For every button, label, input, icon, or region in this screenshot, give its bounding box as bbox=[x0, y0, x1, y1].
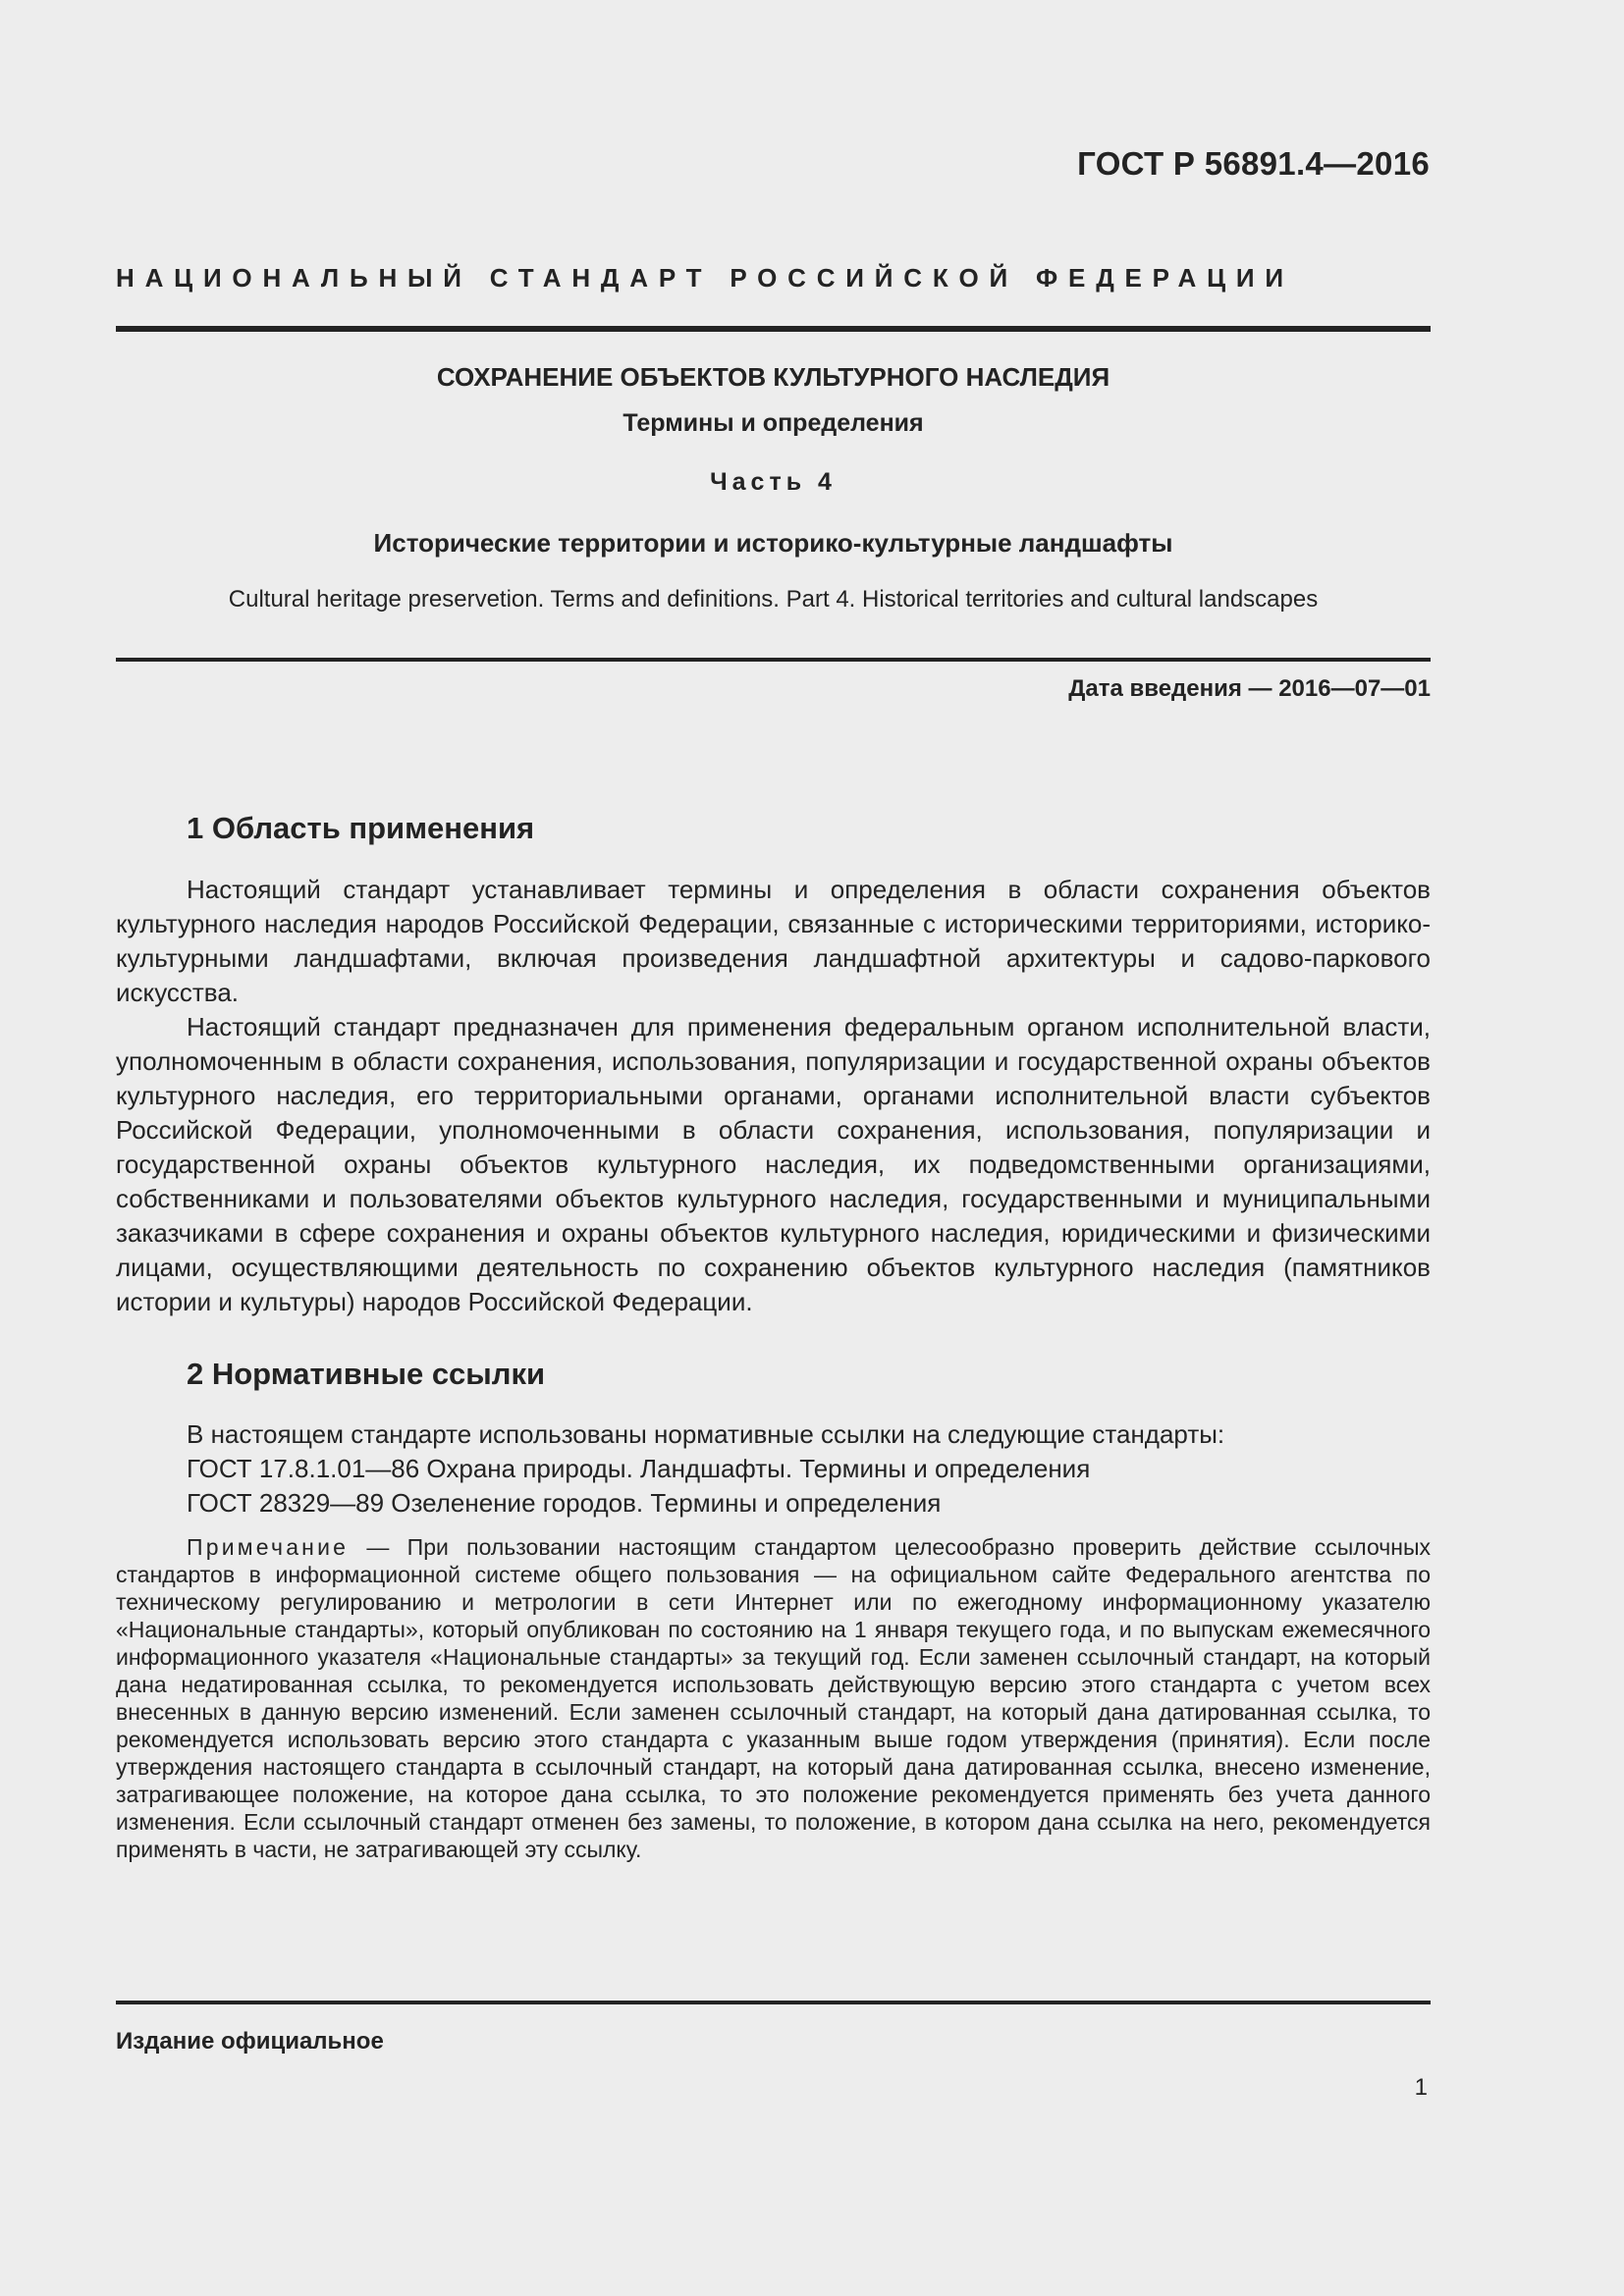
document-subtitle: Термины и определения bbox=[623, 409, 924, 437]
note-paragraph bbox=[116, 1533, 1431, 1863]
section-1-heading: 1 Область применения bbox=[187, 811, 535, 845]
national-standard-heading: НАЦИОНАЛЬНЫЙ СТАНДАРТ РОССИЙСКОЙ ФЕДЕРАЦИИ bbox=[116, 263, 1294, 293]
section-1-paragraph-1: Настоящий стандарт устанавливает термины и определения в области сохранения объектов культурного наследия народов Российской Федерации, связанные с историческими территориями, историко-культурными ландшафтами, включая произведения ландшафтной архитектуры и садово-паркового искусства. bbox=[116, 875, 1431, 1007]
section-1-paragraph-2: Настоящий стандарт предназначен для применения федеральным органом исполнительной власти, уполномоченным в области сохранения, использования, популяризации и государственной охраны объектов культурного наследия, его территориальными органами, органами исполнительной власти субъектов Российской Федерации, уполномоченными в области сохранения, использования, популяризации и государственной охраны объектов культурного наследия, их подведомственными организациями, собственниками и пользователями объектов культурного наследия, государственными и муниципальными заказчиками в сфере сохранения и охраны объектов культурного наследия, юридическими и физическими лицами, осуществляющими деятельность по сохранению объектов культурного наследия (памятников истории и культуры) народов Российской Федерации. bbox=[116, 1012, 1431, 1316]
page-number: 1 bbox=[1414, 2074, 1428, 2101]
references-intro: В настоящем стандарте использованы нормативные ссылки на следующие стандарты: bbox=[187, 1419, 1225, 1449]
part-title: Исторические территории и историко-культурные ландшафты bbox=[373, 528, 1173, 558]
reference-item: ГОСТ 17.8.1.01—86 Охрана природы. Ландшафты. Термины и определения bbox=[187, 1454, 1091, 1483]
document-title: СОХРАНЕНИЕ ОБЪЕКТОВ КУЛЬТУРНОГО НАСЛЕДИЯ bbox=[436, 362, 1110, 392]
introduction-date: Дата введения — 2016—07—01 bbox=[1068, 675, 1431, 702]
official-edition-label: Издание официальное bbox=[116, 2028, 384, 2055]
section-1-body bbox=[116, 873, 1431, 1319]
title-rule bbox=[116, 658, 1431, 662]
section-2-heading: 2 Нормативные ссылки bbox=[187, 1357, 546, 1391]
note-text: — При пользовании настоящим стандартом целесообразно проверить действие ссылочных стандартов в информационной системе общего пользования — на официальном сайте Федерального агентства по техническому регулированию и метрологии в сети Интернет или по ежегодному информационному указателю «Национальные стандарты», который опубликован по состоянию на 1 января текущего года, и по выпускам ежемесячного информационного указателя «Национальные стандарты» за текущий год. Если заменен ссылочный стандарт, на который дана недатированная ссылка, то рекомендуется использовать действующую версию этого стандарта с учетом всех внесенных в данную версию изменений. Если заменен ссылочный стандарт, на который дана датированная ссылка, то рекомендуется использовать версию этого стандарта с указанным выше годом утверждения (принятия). Если после утверждения настоящего стандарта в ссылочный стандарт, на который дана датированная ссылка, внесено изменение, затрагивающее положение, на которое дана ссылка, то это положение рекомендуется применять без учета данного изменения. Если ссылочный стандарт отменен без замены, то положение, в котором дана ссылка на него, рекомендуется применять в части, не затрагивающей эту ссылку. bbox=[116, 1534, 1431, 1862]
references-list bbox=[187, 1417, 1224, 1521]
reference-item: ГОСТ 28329—89 Озеленение городов. Термины и определения bbox=[187, 1488, 942, 1518]
part-label: Часть 4 bbox=[710, 468, 837, 496]
top-rule bbox=[116, 326, 1431, 332]
footer-rule bbox=[116, 2001, 1431, 2004]
english-title: Cultural heritage preservetion. Terms and definitions. Part 4. Historical territories and cultural landscapes bbox=[228, 586, 1319, 613]
standard-code: ГОСТ Р 56891.4—2016 bbox=[1077, 145, 1430, 182]
note-label: Примечание bbox=[187, 1534, 350, 1560]
